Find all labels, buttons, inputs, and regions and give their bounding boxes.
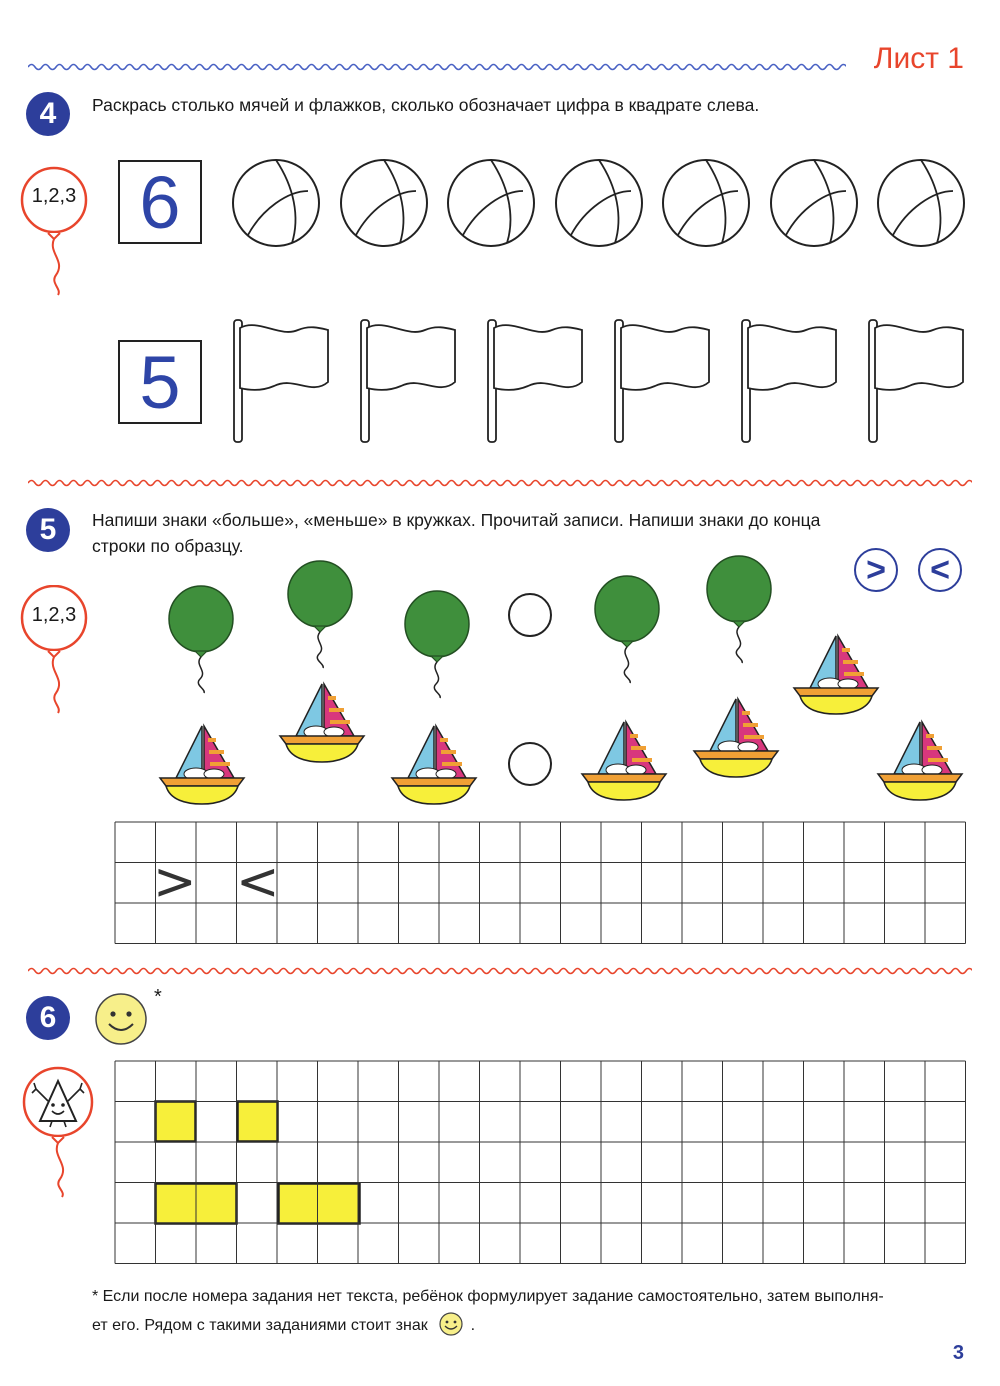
task6-asterisk: * <box>154 986 162 1008</box>
triangle-character-icon <box>18 1063 98 1203</box>
balloon <box>168 585 238 700</box>
balloon <box>404 590 474 705</box>
task4-tag-label: 1,2,3 <box>31 185 77 207</box>
ball-outline[interactable] <box>875 157 967 249</box>
sailboat <box>790 632 880 722</box>
task-number-4: 4 <box>26 92 70 136</box>
task4-flags-digit-box <box>118 340 202 424</box>
ball-outline[interactable] <box>230 157 322 249</box>
greater-sign-badge <box>854 548 898 592</box>
flag-outline[interactable] <box>736 314 840 446</box>
sailboat <box>276 680 366 770</box>
footnote-line2: ет его. Рядом с такими заданиями стоит знак <box>92 1317 428 1334</box>
flag-outline[interactable] <box>863 314 967 446</box>
answer-circle-balloons[interactable] <box>508 593 552 637</box>
header-wave-divider <box>28 60 846 74</box>
sailboat <box>874 718 964 808</box>
task4-instruction: Раскрась столько мячей и флажков, сколько обозначает цифра в квадрате слева. <box>92 95 760 115</box>
task4-wave-divider <box>28 476 972 490</box>
ball-outline[interactable] <box>445 157 537 249</box>
task5-instruction-line1: Напиши знаки «больше», «меньше» в кружках. Прочитай записи. Напиши знаки до конца <box>92 510 821 530</box>
less-sign-badge <box>918 548 962 592</box>
balloon <box>594 575 664 690</box>
sailboat <box>156 722 246 812</box>
task-number-6: 6 <box>26 996 70 1040</box>
ball-outline[interactable] <box>553 157 645 249</box>
grid-sample-greater: > <box>153 852 197 912</box>
footnote-line2-wrap <box>92 1311 972 1340</box>
flags-row <box>228 314 973 446</box>
page-number: 3 <box>952 1342 964 1364</box>
task5-instruction <box>92 507 972 559</box>
flag-outline[interactable] <box>355 314 459 446</box>
smiley-icon <box>94 992 150 1048</box>
task4-balloon-tag <box>18 163 86 303</box>
ball-outline[interactable] <box>338 157 430 249</box>
task6-drawing-grid[interactable] <box>114 1060 966 1265</box>
flags-digit: 5 <box>139 340 181 424</box>
ball-outline[interactable] <box>768 157 860 249</box>
task5-tag-label: 1,2,3 <box>31 604 77 626</box>
task5-wave-divider <box>28 964 972 978</box>
task-number-5: 5 <box>26 508 70 552</box>
balls-digit: 6 <box>139 160 181 244</box>
ball-outline[interactable] <box>660 157 752 249</box>
flag-outline[interactable] <box>482 314 586 446</box>
footnote <box>92 1283 972 1340</box>
greater-sign: > <box>866 550 886 589</box>
task5-instruction-line2: строки по образцу. <box>92 536 244 556</box>
flag-outline[interactable] <box>228 314 332 446</box>
answer-circle-boats[interactable] <box>508 742 552 786</box>
footnote-line1: * Если после номера задания нет текста, ребёнок формулирует задание самостоятельно, затем выполня- <box>92 1288 884 1305</box>
balloon <box>287 560 357 675</box>
task5-balloon-tag <box>18 585 86 725</box>
less-sign: < <box>930 550 950 589</box>
balls-row <box>230 157 970 249</box>
sheet-title: Лист 1 <box>873 42 964 75</box>
task4-balls-digit-box <box>118 160 202 244</box>
footnote-smiley-icon <box>438 1311 464 1337</box>
sailboat <box>388 722 478 812</box>
sailboat <box>690 695 780 785</box>
footnote-line2-end: . <box>470 1317 476 1334</box>
flag-outline[interactable] <box>609 314 713 446</box>
balloon <box>706 555 776 670</box>
grid-sample-less: < <box>236 852 280 912</box>
sailboat <box>578 718 668 808</box>
